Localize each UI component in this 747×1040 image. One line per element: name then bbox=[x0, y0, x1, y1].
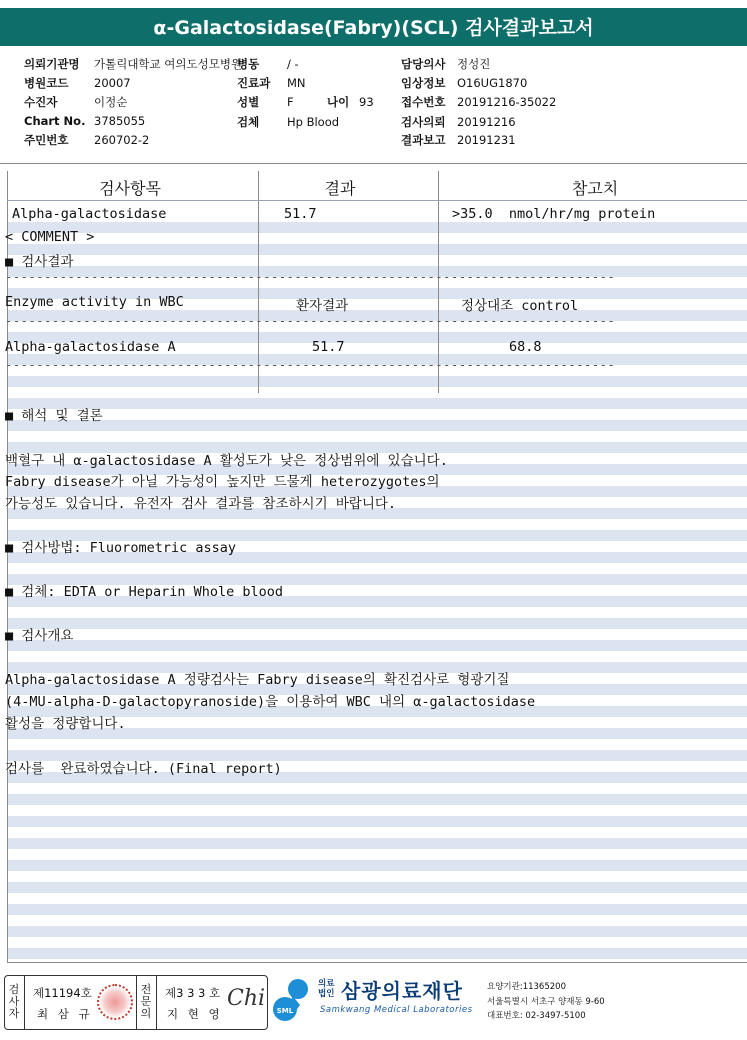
background-stripe bbox=[7, 640, 747, 651]
corp-english-name: Samkwang Medical Laboratories bbox=[320, 1005, 473, 1015]
sub-row-enzyme: Alpha-galactosidase A bbox=[5, 339, 176, 355]
sub-header-patient: 환자결과 bbox=[296, 298, 349, 314]
interpretation-line: 백혈구 내 α-galactosidase A 활성도가 낮은 정상범위에 있습니다. bbox=[5, 453, 448, 469]
background-stripe bbox=[7, 882, 747, 893]
header-department: 진료과 MN bbox=[237, 76, 306, 90]
specialist-label: 전 문 의 bbox=[140, 983, 152, 1020]
corp-type-label: 의료 법인 bbox=[318, 979, 335, 999]
comment-heading: < COMMENT > bbox=[5, 229, 95, 245]
background-stripe bbox=[7, 420, 747, 431]
result-reference: >35.0 nmol/hr/mg protein bbox=[452, 206, 656, 222]
header-patient: 수진자 이정순 bbox=[24, 95, 128, 109]
background-stripe bbox=[7, 926, 747, 937]
interpretation-line: 가능성도 있습니다. 유전자 검사 결과를 참조하시기 바랍니다. bbox=[5, 496, 397, 512]
header-request-date: 검사의뢰 20191216 bbox=[401, 115, 516, 129]
table-header-rule bbox=[7, 200, 747, 201]
background-stripe bbox=[7, 904, 747, 915]
dashed-rule: ------------------------------------------------------------------------------ bbox=[5, 270, 616, 284]
sml-logo-text: SML bbox=[276, 1007, 294, 1015]
dashed-rule: ------------------------------------------------------------------------------ bbox=[5, 358, 616, 372]
overview-line: Alpha-galactosidase A 정량검사는 Fabry disease의 확진검사로 형광기질 bbox=[5, 672, 510, 688]
interpretation-line: Fabry disease가 아닐 가능성이 높지만 드물게 heterozygotes의 bbox=[5, 474, 440, 490]
header-chart-no: Chart No. 3785055 bbox=[24, 114, 146, 128]
signature-box-divider bbox=[136, 976, 137, 1029]
specimen-line: ■ 검체: EDTA or Heparin Whole blood bbox=[5, 584, 284, 600]
result-item: Alpha-galactosidase bbox=[12, 206, 167, 222]
header-clinical-info: 임상정보 O16UG1870 bbox=[401, 76, 528, 90]
section-interpretation-heading: ■ 해석 및 결론 bbox=[5, 408, 103, 424]
col-header-reference: 참고치 bbox=[571, 179, 619, 198]
background-stripe bbox=[7, 222, 747, 233]
signature-box-divider bbox=[24, 976, 25, 1029]
section-result-heading: ■ 검사결과 bbox=[5, 254, 74, 270]
report-title: α-Galactosidase(Fabry)(SCL) 검사결과보고서 bbox=[0, 8, 747, 46]
sub-row-control-value: 68.8 bbox=[509, 339, 542, 355]
background-stripe bbox=[7, 860, 747, 871]
sml-logo-icon bbox=[272, 975, 312, 1027]
corp-institution-code: 요양기관:11365200 bbox=[487, 982, 566, 992]
header-report-date: 결과보고 20191231 bbox=[401, 133, 516, 147]
handwritten-signature: Chi bbox=[227, 986, 266, 1011]
background-stripe bbox=[7, 838, 747, 849]
corp-phone: 대표번호: 02-3497-5100 bbox=[487, 1011, 586, 1021]
signature-box bbox=[4, 975, 268, 1030]
background-stripe bbox=[7, 618, 747, 629]
section-overview-heading: ■ 검사개요 bbox=[5, 628, 74, 644]
background-stripe bbox=[7, 398, 747, 409]
header-physician: 담당의사 정성진 bbox=[401, 57, 491, 71]
official-seal bbox=[97, 984, 133, 1020]
specialist-name: 지 현 영 bbox=[167, 1007, 223, 1021]
col-header-item: 검사항목 bbox=[99, 179, 161, 198]
header-sex: 성별 F bbox=[237, 95, 294, 109]
background-stripe bbox=[7, 244, 747, 255]
examiner-reg-no: 제11194호 bbox=[33, 986, 92, 1000]
sub-header-control: 정상대조 control bbox=[461, 298, 579, 314]
table-border-left bbox=[7, 171, 8, 963]
col-header-result: 결과 bbox=[324, 179, 356, 198]
overview-line: (4-MU-alpha-D-galactopyranoside)을 이용하여 WBC 내의 α-galactosidase bbox=[5, 694, 536, 710]
sub-row-patient-value: 51.7 bbox=[312, 339, 345, 355]
specialist-reg-no: 제3 3 3 호 bbox=[165, 986, 221, 1000]
header-receipt-no: 접수번호 20191216-35022 bbox=[401, 95, 557, 109]
examiner-name: 최 삼 규 bbox=[37, 1007, 93, 1021]
header-hospital-code: 병원코드 20007 bbox=[24, 76, 131, 90]
header-age: 나이 93 bbox=[327, 95, 374, 109]
header-divider bbox=[0, 163, 747, 164]
header-ward: 병동 / - bbox=[237, 57, 299, 71]
header-specimen: 검체 Hp Blood bbox=[237, 115, 340, 129]
background-stripe bbox=[7, 948, 747, 959]
background-stripe bbox=[7, 376, 747, 387]
dashed-rule: ------------------------------------------------------------------------------ bbox=[5, 314, 616, 328]
corp-address: 서울특별시 서초구 양재동 9-60 bbox=[487, 997, 605, 1007]
background-stripe bbox=[7, 794, 747, 805]
result-value: 51.7 bbox=[284, 206, 317, 222]
corp-name: 삼광의료재단 bbox=[341, 979, 463, 1003]
examiner-label: 검 사 자 bbox=[8, 983, 20, 1020]
final-report-line: 검사를 완료하였습니다. (Final report) bbox=[5, 761, 282, 777]
sub-header-enzyme: Enzyme activity in WBC bbox=[5, 294, 184, 310]
signature-box-divider bbox=[156, 976, 157, 1029]
overview-line: 활성을 정량합니다. bbox=[5, 716, 126, 732]
striped-background bbox=[7, 171, 747, 963]
background-stripe bbox=[7, 816, 747, 827]
header-resident-no: 주민번호 260702-2 bbox=[24, 133, 150, 147]
method-line: ■ 검사방법: Fluorometric assay bbox=[5, 540, 236, 556]
header-hospital: 의뢰기관명 가톨릭대학교 여의도성모병원 bbox=[24, 57, 243, 71]
table-bottom-rule bbox=[7, 962, 747, 963]
